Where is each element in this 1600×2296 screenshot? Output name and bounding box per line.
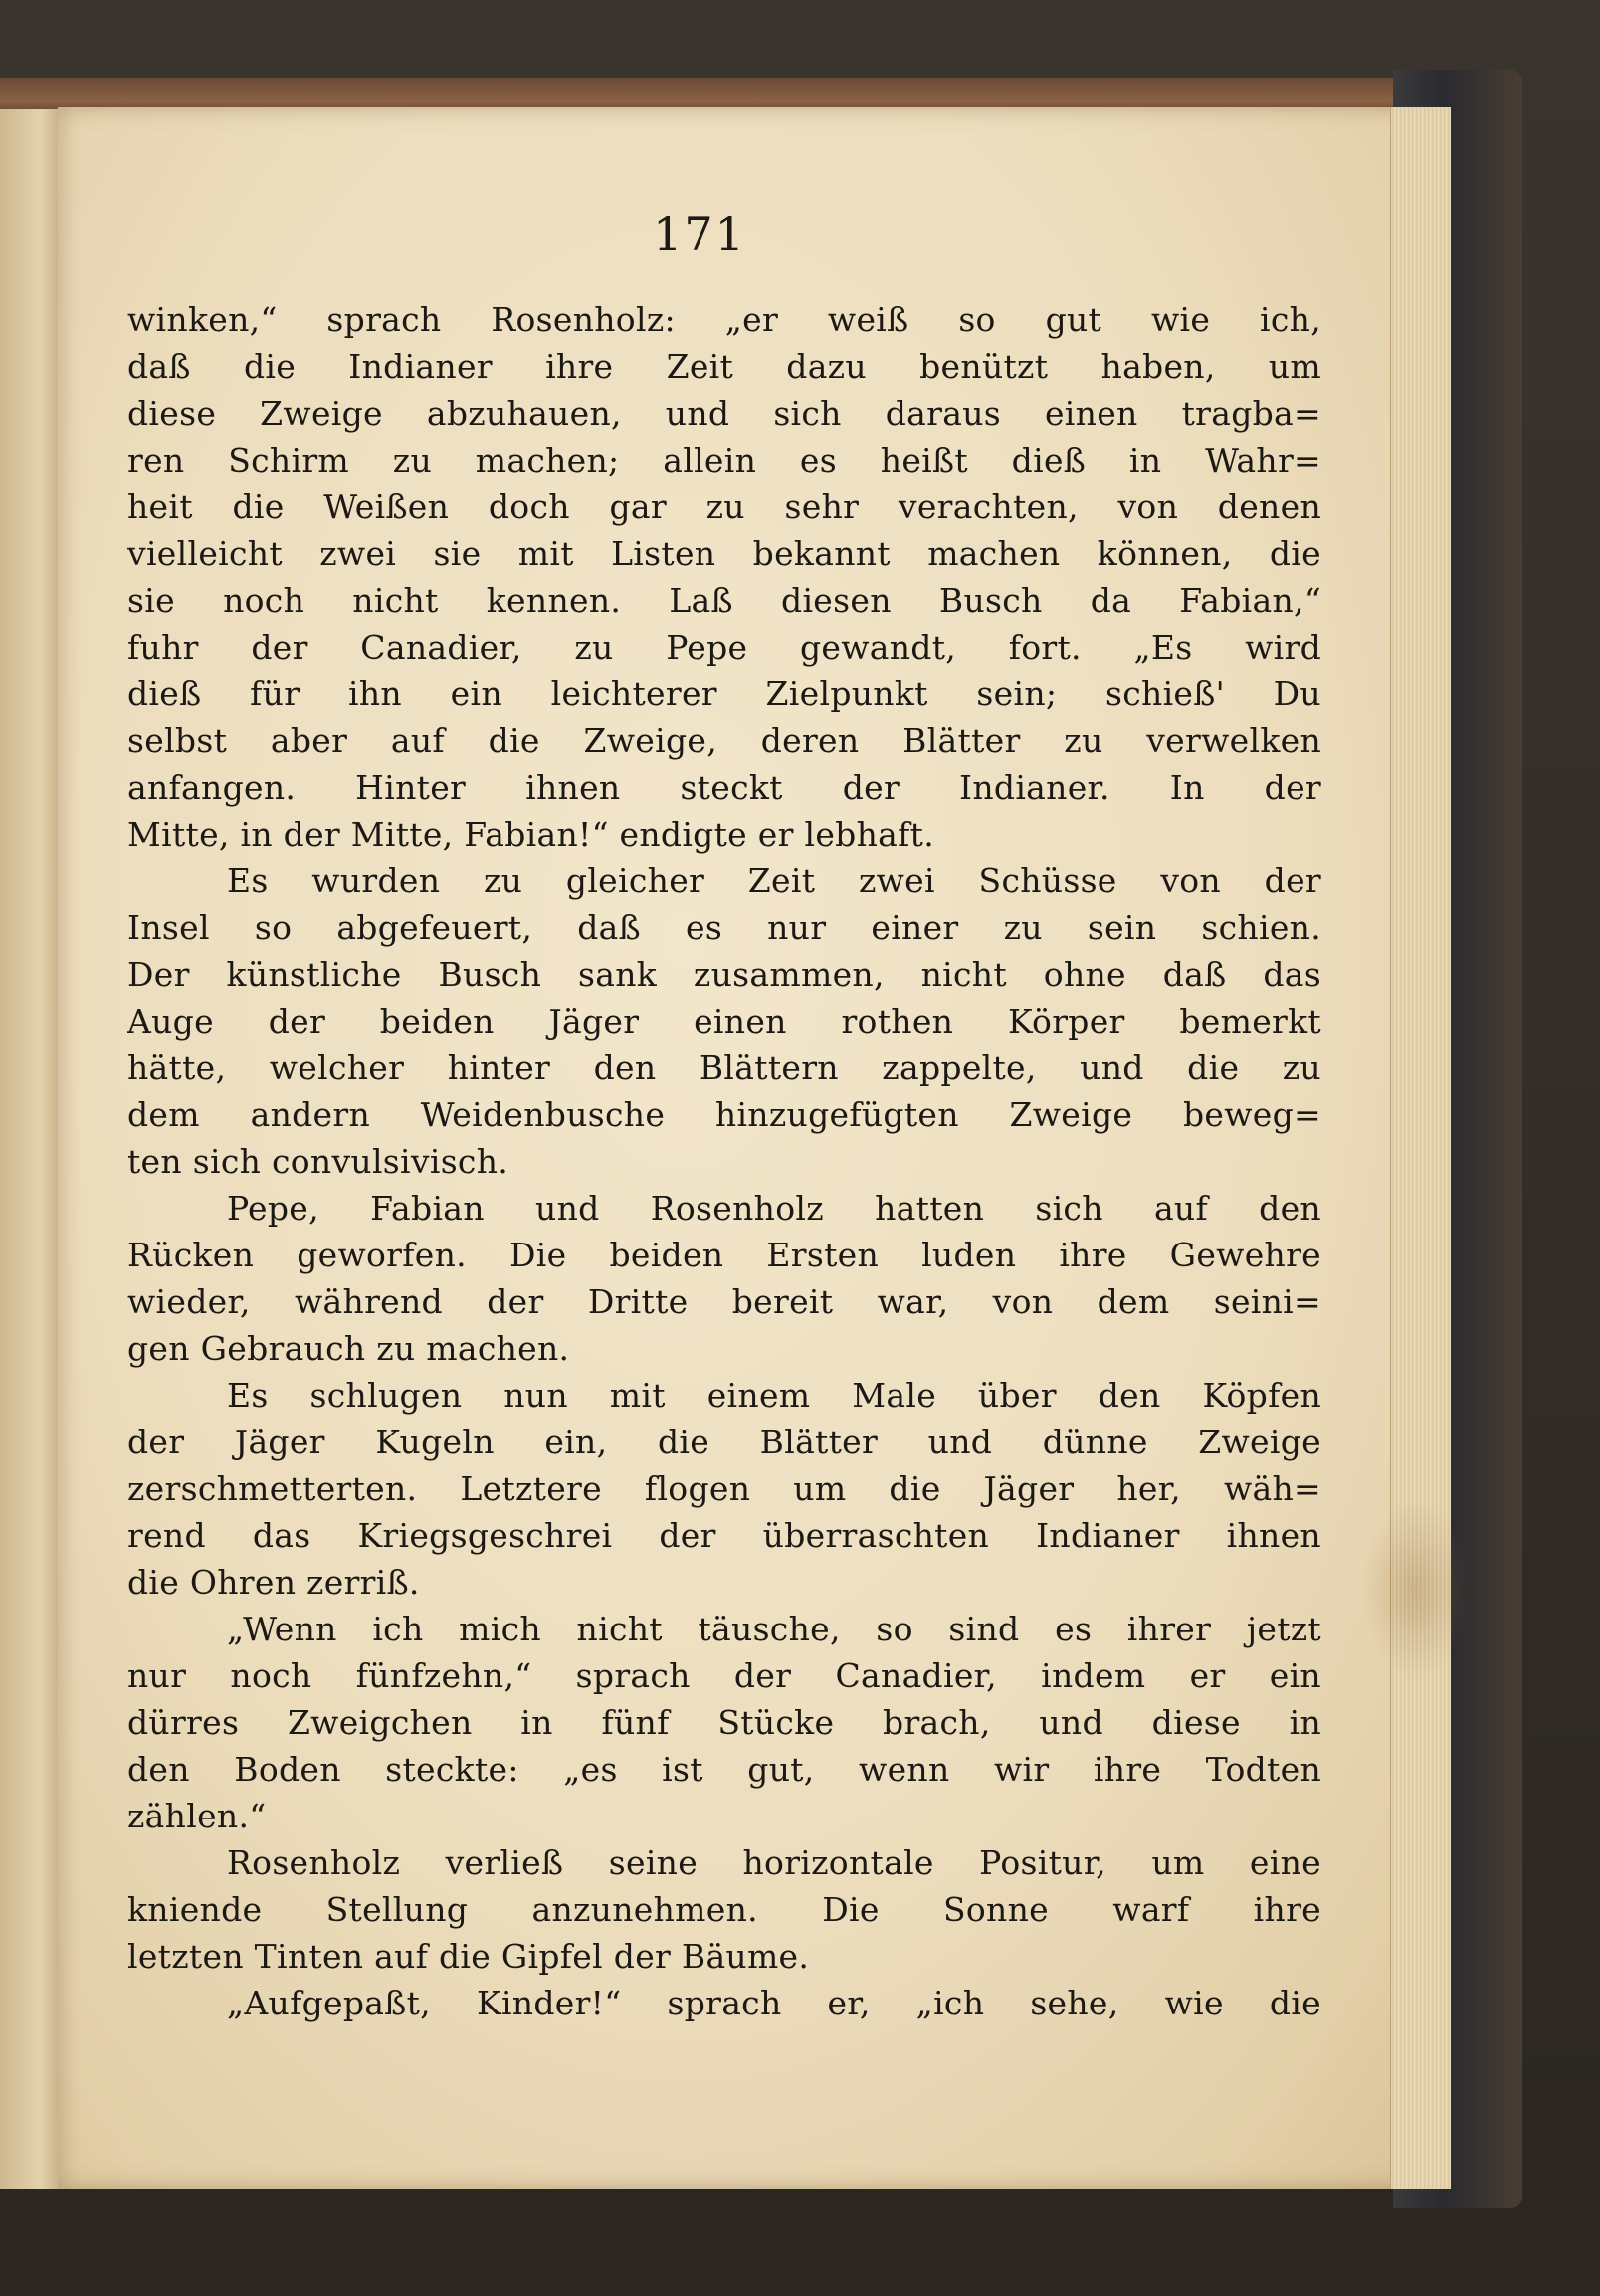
text-line: anfangen. Hinter ihnen steckt der Indianer. In der <box>127 768 1321 807</box>
text-line: Es schlugen nun mit einem Male über den Köpfen <box>227 1376 1321 1415</box>
text-line: Mitte, in der Mitte, Fabian!“ endigte er lebhaft. <box>127 815 934 854</box>
text-line: Es wurden zu gleicher Zeit zwei Schüsse von der <box>227 861 1321 900</box>
text-line: der Jäger Kugeln ein, die Blätter und dünne Zweige <box>127 1423 1321 1461</box>
text-line: Auge der beiden Jäger einen rothen Körper bemerkt <box>127 1002 1321 1041</box>
text-line: fuhr der Canadier, zu Pepe gewandt, fort. „Es wird <box>127 628 1321 667</box>
text-line: letzten Tinten auf die Gipfel der Bäume. <box>127 1937 810 1976</box>
text-line: rend das Kriegsgeschrei der überraschten Indianer ihnen <box>127 1516 1321 1555</box>
book-page <box>58 107 1451 2189</box>
text-line: winken,“ sprach Rosenholz: „er weiß so gut wie ich, <box>127 300 1321 339</box>
text-line: hätte, welcher hinter den Blättern zappelte, und die zu <box>127 1049 1321 1087</box>
text-line: zählen.“ <box>127 1797 267 1835</box>
text-line: kniende Stellung anzunehmen. Die Sonne warf ihre <box>127 1890 1321 1929</box>
text-line: nur noch fünfzehn,“ sprach der Canadier, indem er ein <box>127 1656 1321 1695</box>
text-line: „Wenn ich mich nicht täusche, so sind es ihrer jetzt <box>227 1610 1321 1648</box>
text-line: dem andern Weidenbusche hinzugefügten Zweige beweg= <box>127 1095 1321 1134</box>
text-line: Rosenholz verließ seine horizontale Positur, um eine <box>227 1843 1321 1882</box>
text-line: zerschmetterten. Letztere flogen um die Jäger her, wäh= <box>127 1469 1321 1508</box>
page-number: 171 <box>653 207 746 261</box>
text-line: daß die Indianer ihre Zeit dazu benützt haben, um <box>127 347 1321 386</box>
text-line: ren Schirm zu machen; allein es heißt dieß in Wahr= <box>127 441 1321 479</box>
text-line: „Aufgepaßt, Kinder!“ sprach er, „ich sehe, wie die <box>227 1984 1321 2022</box>
text-line: sie noch nicht kennen. Laß diesen Busch da Fabian,“ <box>127 581 1321 620</box>
text-line: wieder, während der Dritte bereit war, von dem seini= <box>127 1282 1321 1321</box>
text-line: selbst aber auf die Zweige, deren Blätter zu verwelken <box>127 721 1321 760</box>
text-line: die Ohren zerriß. <box>127 1563 420 1602</box>
text-line: dürres Zweigchen in fünf Stücke brach, und diese in <box>127 1703 1321 1742</box>
text-line: Insel so abgefeuert, daß es nur einer zu sein schien. <box>127 908 1321 947</box>
text-line: heit die Weißen doch gar zu sehr verachten, von denen <box>127 487 1321 526</box>
text-line: gen Gebrauch zu machen. <box>127 1329 570 1368</box>
text-line: den Boden steckte: „es ist gut, wenn wir ihre Todten <box>127 1750 1321 1789</box>
facing-page-edge <box>0 109 60 2189</box>
text-line: Pepe, Fabian und Rosenholz hatten sich auf den <box>227 1189 1321 1228</box>
text-line: ten sich convulsivisch. <box>127 1142 509 1181</box>
body-text <box>127 296 1321 2026</box>
text-line: Rücken geworfen. Die beiden Ersten luden ihre Gewehre <box>127 1236 1321 1274</box>
page-stain <box>1361 1500 1471 1679</box>
page-stack-edges <box>1390 107 1451 2189</box>
text-line: vielleicht zwei sie mit Listen bekannt machen können, die <box>127 534 1321 573</box>
text-line: diese Zweige abzuhauen, und sich daraus einen tragba= <box>127 394 1321 433</box>
text-line: dieß für ihn ein leichterer Zielpunkt sein; schieß' Du <box>127 674 1321 713</box>
text-line: Der künstliche Busch sank zusammen, nicht ohne daß das <box>127 955 1321 994</box>
